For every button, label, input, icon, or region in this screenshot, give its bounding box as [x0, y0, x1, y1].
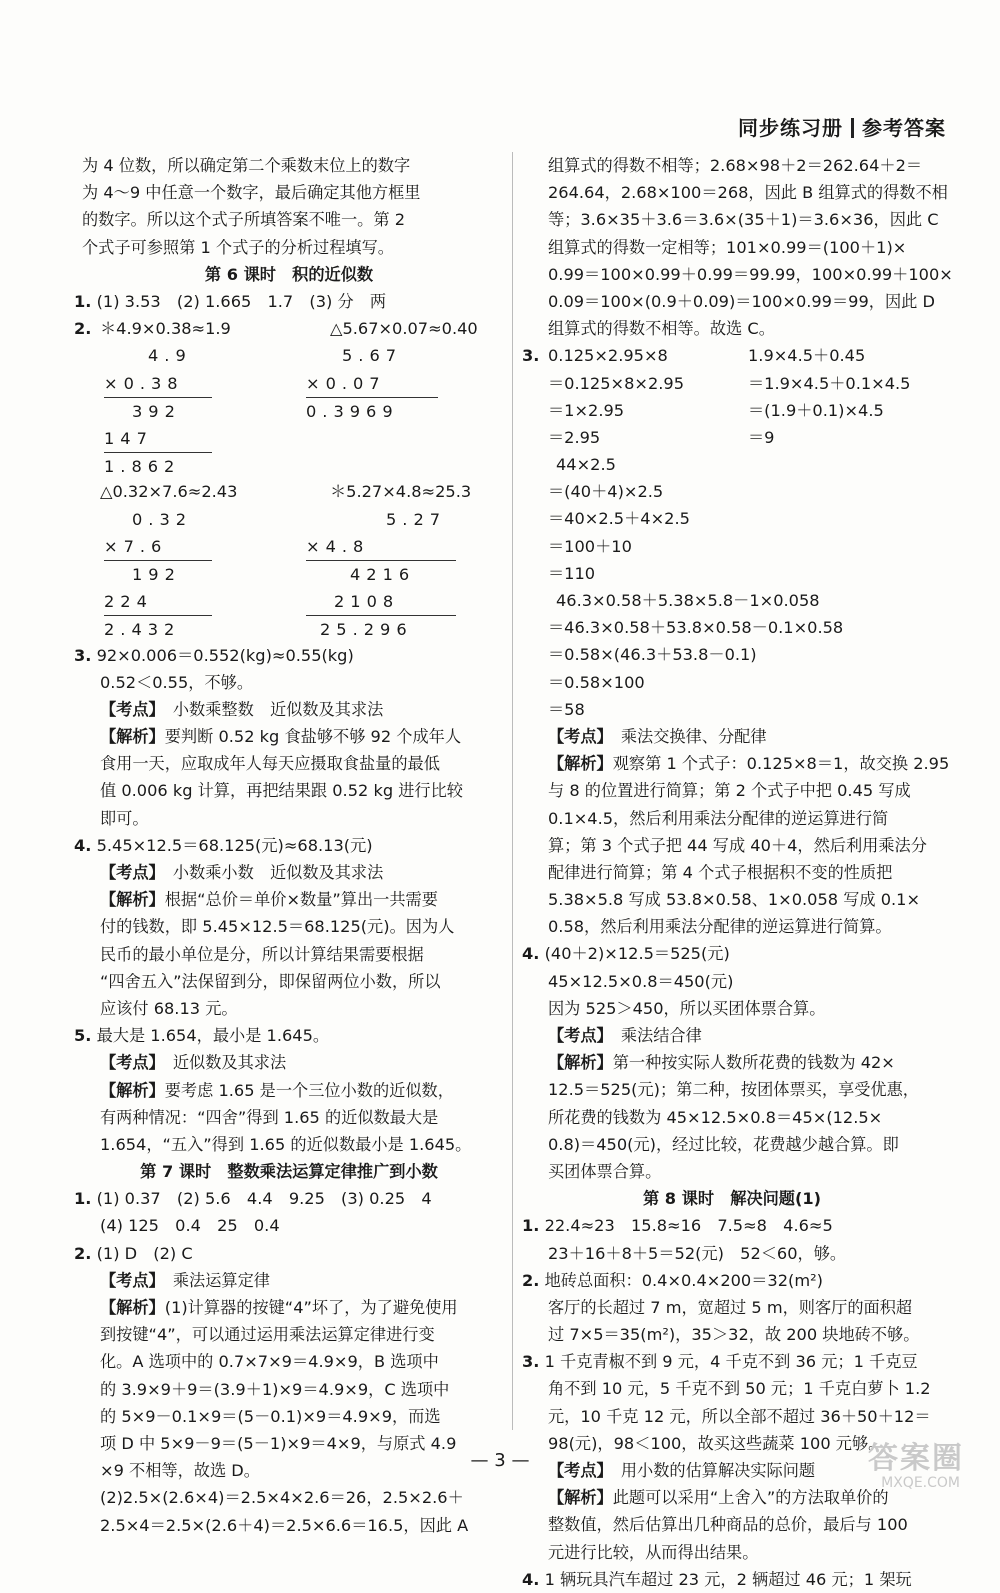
question-number: 2.: [74, 1243, 92, 1263]
jiexi: [522, 750, 950, 777]
lesson-heading: 第 7 课时 整数乘法运算定律推广到小数: [140, 1162, 438, 1182]
calc-line: 4216: [350, 564, 416, 584]
calc-line: 1.9×4.5＋0.45: [748, 346, 866, 366]
jiexi-text: 观察第 1 个式子：0.125×8＝1，故交换 2.95: [612, 754, 950, 774]
question-number: 4.: [522, 1569, 540, 1589]
question-number: 3.: [522, 1352, 540, 1372]
text-line: ×9 不相等，故选 D。: [100, 1461, 260, 1481]
text-line: 0.8)＝450(元)，经过比较，花费越少越合算。即: [548, 1134, 899, 1154]
calc-line: 0.3969: [306, 401, 399, 421]
answer-text: (40＋2)×12.5＝525(元): [544, 944, 730, 964]
question-3: [522, 1348, 942, 1375]
question-1: [74, 1185, 504, 1212]
answer-text: 1 辆玩具汽车超过 23 元，2 辆超过 46 元；1 架玩: [544, 1569, 912, 1589]
text-line: 元，10 千克 12 元，所以全部不超过 36＋50＋12＝: [548, 1406, 931, 1426]
kaodian-tag: 【考点】: [548, 726, 605, 746]
calc-line: 392: [132, 401, 181, 421]
calc-line: ＝0.58×100: [548, 672, 645, 692]
jiexi-tag: 【解析】: [548, 1488, 613, 1508]
text-line: 0.1×4.5，然后利用乘法分配律的逆运算进行简: [548, 808, 889, 828]
text-line: 配律进行简算；第 4 个式子根据积不变的性质把: [548, 862, 893, 882]
vertical-calc: [74, 342, 302, 478]
answer-text: (1) 0.37 (2) 5.6 4.4 9.25 (3) 0.25 4: [96, 1189, 432, 1209]
jiexi: [74, 1077, 504, 1104]
jiexi: [74, 886, 504, 913]
kaodian-text: 近似数及其求法: [172, 1053, 287, 1073]
text-line: 45×12.5×0.8＝450(元): [548, 971, 734, 991]
calc-line: ×0.38: [104, 373, 184, 393]
text-line: (4) 125 0.4 25 0.4: [100, 1216, 280, 1236]
right-column: [522, 152, 953, 1593]
text-line: 所花费的钱数为 45×12.5×0.8＝45×(12.5×: [548, 1107, 883, 1127]
expression: △0.32×7.6≈2.43: [100, 482, 238, 502]
question-4: [522, 1566, 942, 1593]
expression: △5.67×0.07≈0.40: [330, 319, 478, 339]
kaodian-text: 小数乘小数 近似数及其求法: [172, 863, 384, 882]
question-2: [522, 1267, 942, 1294]
vertical-calc-row: [74, 506, 504, 642]
kaodian-tag: 【考点】: [548, 1461, 605, 1480]
text-line: 组算式的得数不相等。故选 C。: [548, 319, 775, 339]
question-number: 3.: [522, 346, 540, 366]
calc-line: 2.432: [104, 620, 181, 640]
kaodian-tag: 【考点】: [100, 1270, 157, 1290]
expression: ＊4.9×0.38≈1.9: [100, 319, 231, 339]
calc-line: 0.32: [132, 509, 193, 529]
watermark-url: MXQE.COM: [881, 1475, 960, 1491]
page-number: — 3 —: [470, 1450, 530, 1471]
text-line: 有两种情况：“四舍”得到 1.65 的近似数最大是: [100, 1107, 439, 1127]
jiexi-text: 根据“总价＝单价×数量”算出一共需要: [164, 890, 438, 910]
jiexi: [74, 723, 504, 750]
text-line: 到按键“4”，可以通过运用乘法运算定律进行变: [100, 1325, 435, 1345]
jiexi: [522, 1484, 942, 1511]
text-line: 12.5＝525(元)；第二种，按团体票买，享受优惠，: [548, 1080, 919, 1100]
jiexi-tag: 【解析】: [100, 1080, 165, 1100]
jiexi: [522, 1049, 942, 1076]
answer-text: 地砖总面积：0.4×0.4×200＝32(m²): [544, 1270, 823, 1290]
page-header: [738, 112, 946, 141]
question-4: [74, 832, 504, 859]
calc-line: 224: [104, 592, 153, 612]
answer-text: 1 千克青椒不到 9 元，4 千克不到 36 元；1 千克豆: [544, 1352, 918, 1372]
book-title: 同步练习册: [738, 116, 843, 140]
kaodian-tag: 【考点】: [548, 1026, 605, 1045]
jiexi-tag: 【解析】: [100, 890, 165, 910]
text-line: 买团体票合算。: [548, 1161, 662, 1181]
kaodian: [74, 859, 504, 886]
jiexi-text: (1)计算器的按键“4”坏了，为了避免使用: [164, 1298, 458, 1317]
text-line: 的 3.9×9＋9＝(3.9＋1)×9＝4.9×9，C 选项中: [100, 1379, 450, 1399]
jiexi-text: 第一种按实际人数所花费的钱数为 42×: [612, 1053, 895, 1073]
calc-block: [548, 342, 748, 451]
text-line: 2.5×4＝2.5×(2.6＋4)＝2.5×6.6＝16.5，因此 A: [100, 1515, 469, 1535]
question-5: [74, 1022, 504, 1049]
jiexi-tag: 【解析】: [100, 1298, 165, 1317]
question-number: 2.: [74, 319, 92, 339]
calc-line: ＝2.95: [548, 427, 601, 447]
text-line: 的数字。所以这个式子所填答案不唯一。第 2: [82, 210, 406, 230]
calc-line: ＝46.3×0.58＋53.8×0.58－0.1×0.58: [548, 618, 844, 638]
calc-line: ＝100＋10: [548, 536, 632, 556]
text-line: (2)2.5×(2.6×4)＝2.5×4×2.6＝26，2.5×2.6＋: [100, 1488, 464, 1508]
text-line: 98(元)，98＜100，故买这些蔬菜 100 元够。: [548, 1433, 885, 1453]
question-3: [522, 342, 942, 451]
text-line: 付的钱数，即 5.45×12.5＝68.125(元)。因为人: [100, 917, 455, 937]
kaodian-tag: 【考点】: [100, 699, 157, 719]
text-line: 与 8 的位置进行简算；第 2 个式子中把 0.45 写成: [548, 781, 911, 801]
jiexi-tag: 【解析】: [100, 727, 165, 747]
calc-line: ＝9: [748, 427, 775, 447]
question-3: [74, 642, 504, 669]
kaodian-text: 乘法运算定律: [172, 1270, 270, 1290]
answer-text: 5.45×12.5＝68.125(元)≈68.13(元): [96, 835, 373, 855]
jiexi-text: 此题可以采用“上舍入”的方法取单价的: [612, 1488, 889, 1508]
calc-line: ＝1.9×4.5＋0.1×4.5: [748, 373, 911, 393]
lesson-heading: 第 6 课时 积的近似数: [204, 264, 374, 284]
text-line: 项 D 中 5×9－9＝(5－1)×9＝4×9，与原式 4.9: [100, 1433, 457, 1453]
calc-line: ＝1×2.95: [548, 400, 625, 420]
question-2: [74, 315, 504, 342]
kaodian: [522, 723, 942, 750]
section-title: 参考答案: [862, 116, 946, 140]
calc-line: ×4.8: [306, 536, 370, 556]
text-line: 264.64，2.68×100＝268，因此 B 组算式的得数不相: [548, 183, 948, 203]
expression-row: [74, 478, 504, 505]
jiexi-tag: 【解析】: [548, 1053, 613, 1073]
calc-line: 44×2.5: [556, 455, 616, 475]
text-line: 5.38×5.8 写成 53.8×0.58、1×0.058 写成 0.1×: [548, 890, 921, 910]
kaodian: [74, 696, 504, 723]
expression: ＊5.27×4.8≈25.3: [330, 482, 472, 502]
question-number: 1.: [74, 291, 92, 311]
header-divider: [851, 118, 854, 138]
question-number: 4.: [74, 835, 92, 855]
answer-text: (1) 3.53 (2) 1.665 1.7 (3) 分 两: [96, 291, 387, 311]
question-number: 4.: [522, 944, 540, 964]
text-line: 23＋16＋8＋5＝52(元) 52＜60，够。: [548, 1243, 847, 1263]
calc-line: ＝0.125×8×2.95: [548, 373, 684, 393]
calc-line: ×7.6: [104, 536, 168, 556]
text-line: 因为 525＞450，所以买团体票合算。: [548, 998, 826, 1018]
kaodian: [74, 1267, 504, 1294]
calc-line: 25.296: [320, 620, 413, 640]
text-line: 值 0.006 kg 计算，再把结果跟 0.52 kg 进行比较: [100, 781, 463, 801]
question-number: 2.: [522, 1270, 540, 1290]
question-number: 1.: [74, 1189, 92, 1209]
answer-text: 92×0.006＝0.552(kg)≈0.55(kg): [96, 645, 354, 665]
question-number: 1.: [522, 1216, 540, 1236]
question-1: [74, 288, 504, 315]
calc-line: ＝(1.9＋0.1)×4.5: [748, 400, 884, 420]
vertical-calc: [302, 342, 504, 478]
text-line: 应该付 68.13 元。: [100, 998, 238, 1018]
text-line: 组算式的得数一定相等；101×0.99＝(100＋1)×: [548, 237, 907, 257]
question-number: 3.: [74, 645, 92, 665]
text-line: 整数值，然后估算出几种商品的总价，最后与 100: [548, 1515, 908, 1535]
text-line: 食用一天，应取成年人每天应摄取食盐量的最低: [100, 754, 440, 774]
calc-line: ＝110: [548, 563, 596, 583]
text-line: “四舍五入”法保留到分，即保留两位小数，所以: [100, 971, 441, 991]
calc-line: 46.3×0.58＋5.38×5.8－1×0.058: [556, 591, 820, 610]
text-line: 个式子可参照第 1 个式子的分析过程填写。: [82, 237, 394, 257]
jiexi: [74, 1294, 504, 1321]
question-4: [522, 940, 942, 967]
text-line: 1.654，“五入”得到 1.65 的近似数最小是 1.645。: [100, 1134, 472, 1154]
text-line: 化。A 选项中的 0.7×7×9＝4.9×9，B 选项中: [100, 1352, 439, 1372]
kaodian-text: 乘法交换律、分配律: [620, 726, 767, 746]
text-line: 角不到 10 元，5 千克不到 50 元；1 千克白萝卜 1.2: [548, 1379, 931, 1399]
vertical-calc-row: [74, 342, 504, 478]
calc-line: 0.125×2.95×8: [548, 346, 668, 366]
calc-line: ＝0.58×(46.3＋53.8－0.1): [548, 645, 757, 665]
kaodian: [74, 1049, 504, 1076]
calc-line: 2108: [334, 592, 400, 612]
watermark-logo: 答案圈: [868, 1441, 964, 1476]
calc-line: ＝(40＋4)×2.5: [548, 482, 664, 502]
answer-text: 22.4≈23 15.8≈16 7.5≈8 4.6≈5: [544, 1216, 833, 1236]
kaodian-text: 用小数的估算解决实际问题: [620, 1461, 816, 1480]
text-line: 0.52＜0.55，不够。: [100, 672, 254, 692]
text-line: 组算式的得数不相等；2.68×98＋2＝262.64＋2＝: [548, 156, 923, 175]
text-line: 为 4 位数，所以确定第二个乘数末位上的数字: [82, 156, 411, 175]
answer-text: 最大是 1.654，最小是 1.645。: [96, 1026, 330, 1046]
kaodian-tag: 【考点】: [100, 863, 157, 882]
question-1: [522, 1212, 942, 1239]
calc-line: ＝40×2.5＋4×2.5: [548, 509, 690, 529]
question-2: [74, 1240, 504, 1267]
text-line: 即可。: [100, 808, 149, 828]
kaodian-text: 小数乘整数 近似数及其求法: [172, 699, 384, 719]
text-line: 民币的最小单位是分，所以计算结果需要根据: [100, 944, 424, 964]
calc-line: 1.862: [104, 457, 181, 477]
calc-line: 147: [104, 428, 153, 448]
kaodian: [522, 1022, 942, 1049]
text-line: 算；第 3 个式子把 44 写成 40＋4，然后利用乘法分: [548, 835, 927, 855]
calc-block: [748, 342, 910, 451]
kaodian-tag: 【考点】: [100, 1053, 157, 1073]
text-line: 为 4～9 中任意一个数字，最后确定其他方框里: [82, 183, 421, 203]
answer-text: (1) D (2) C: [96, 1243, 193, 1263]
calc-line: ＝58: [548, 699, 585, 719]
vertical-calc: [302, 506, 504, 642]
text-line: 过 7×5＝35(m²)，35＞32，故 200 块地砖不够。: [548, 1325, 920, 1345]
question-number: 5.: [74, 1026, 92, 1046]
text-line: 等；3.6×35＋3.6＝3.6×(35＋1)＝3.6×36，因此 C: [548, 210, 939, 230]
calc-line: 4.9: [148, 346, 192, 366]
text-line: 元进行比较，从而得出结果。: [548, 1542, 759, 1562]
text-line: 0.09＝100×(0.9＋0.09)＝100×0.99＝99，因此 D: [548, 291, 935, 311]
text-line: 0.58，然后利用乘法分配律的逆运算进行简算。: [548, 917, 892, 937]
calc-line: 192: [132, 564, 181, 584]
jiexi-text: 要判断 0.52 kg 食盐够不够 92 个成年人: [164, 727, 462, 747]
text-line: 客厅的长超过 7 m，宽超过 5 m，则客厅的面积超: [548, 1297, 913, 1317]
calc-line: 5.27: [386, 509, 447, 529]
jiexi-tag: 【解析】: [548, 754, 613, 774]
calc-line: ×0.07: [306, 373, 386, 393]
kaodian-text: 乘法结合律: [620, 1026, 702, 1045]
lesson-heading: 第 8 课时 解决问题(1): [642, 1189, 822, 1209]
column-divider: [512, 152, 513, 1430]
text-line: 0.99＝100×0.99＋0.99＝99.99，100×0.99＋100×: [548, 264, 953, 284]
calc-line: 5.67: [342, 346, 403, 366]
vertical-calc: [74, 506, 302, 642]
left-column: [74, 152, 504, 1539]
jiexi-text: 要考虑 1.65 是一个三位小数的近似数，: [164, 1080, 454, 1100]
text-line: 的 5×9－0.1×9＝(5－0.1)×9＝4.9×9，而选: [100, 1406, 441, 1426]
